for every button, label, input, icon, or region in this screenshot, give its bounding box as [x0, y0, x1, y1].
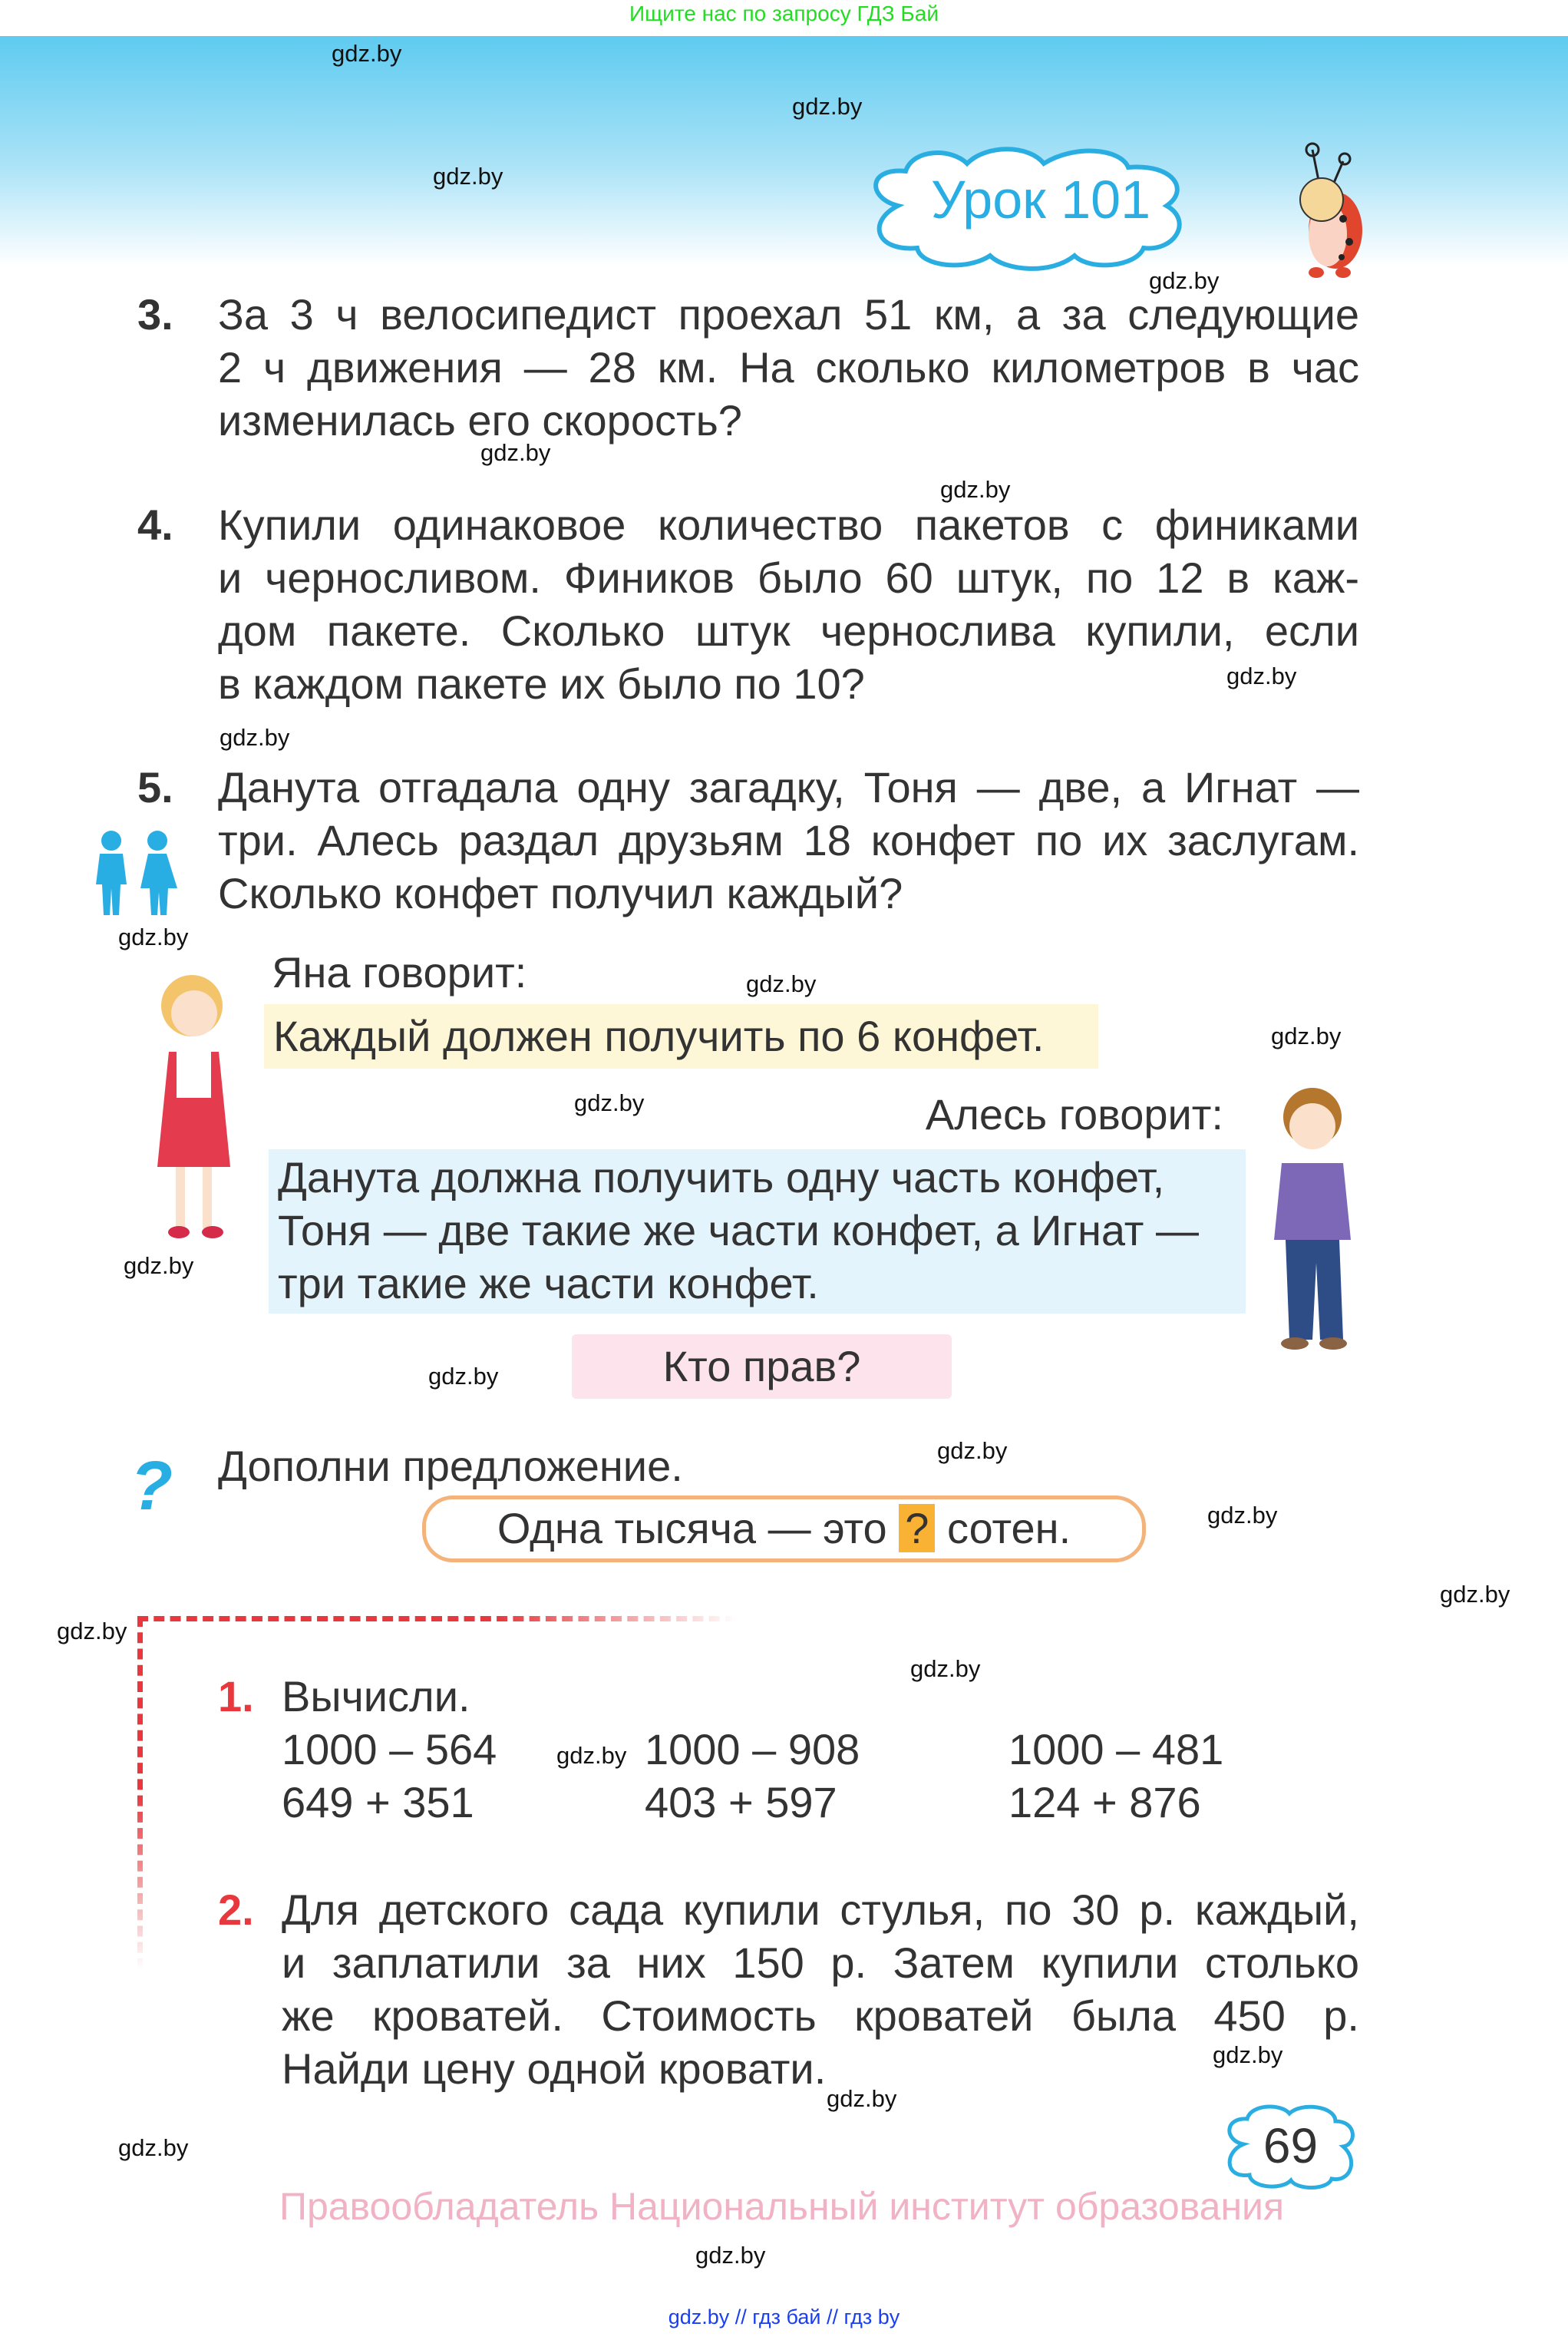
- task-number: 3.: [137, 290, 173, 339]
- text-line: же кроватей. Стоимость кроватей была 450 р.: [282, 1991, 1359, 2040]
- watermark: gdz.by: [433, 163, 503, 190]
- watermark: gdz.by: [124, 1252, 194, 1279]
- ales-line: Данута должна получить одну часть конфет,: [278, 1153, 1165, 1201]
- watermark: gdz.by: [480, 439, 551, 466]
- watermark: gdz.by: [940, 476, 1011, 503]
- watermark: gdz.by: [118, 2134, 189, 2161]
- question-icon: ?: [130, 1448, 173, 1525]
- pair-work-icon: [88, 829, 184, 917]
- watermark: gdz.by: [428, 1363, 499, 1390]
- watermark: gdz.by: [746, 970, 817, 997]
- text-line: Данута отгадала одну загадку, Тоня — две, а Игнат —: [218, 763, 1359, 811]
- hw-task-2-number: 2.: [218, 1886, 254, 1934]
- task-text: [218, 498, 1359, 710]
- watermark: gdz.by: [1213, 2041, 1283, 2068]
- hw-task-2-text: [282, 1883, 1359, 2095]
- footer-links[interactable]: gdz.by // гдз бай // гдз by: [668, 2305, 900, 2328]
- watermark: gdz.by: [1207, 1502, 1278, 1529]
- task-number: 5.: [137, 763, 173, 811]
- text-line: За 3 ч велосипедист проехал 51 км, а за следующие: [218, 290, 1359, 339]
- girl-illustration: [142, 967, 249, 1248]
- watermark: gdz.by: [937, 1437, 1008, 1464]
- calc-expr: 649 + 351: [282, 1778, 474, 1826]
- text-line: дом пакете. Сколько штук чернослива купили, если: [218, 606, 1359, 655]
- text-line: Найди цену одной кровати.: [282, 2044, 827, 2093]
- text-line: и заплатили за них 150 р. Затем купили столько: [282, 1938, 1359, 1987]
- calc-expr: 1000 – 908: [645, 1725, 860, 1773]
- watermark: gdz.by: [1149, 267, 1220, 294]
- complete-sentence: [422, 1496, 1146, 1562]
- ales-line: три такие же части конфет.: [278, 1259, 819, 1307]
- lesson-title: Урок 101: [930, 170, 1151, 230]
- blank-box[interactable]: ?: [899, 1504, 935, 1552]
- boy-illustration: [1255, 1079, 1362, 1355]
- ales-label: Алесь говорит:: [925, 1090, 1223, 1139]
- search-banner[interactable]: Ищите нас по запросу ГДЗ Бай: [629, 2, 939, 25]
- text-line: и черносливом. Фиников было 60 штук, по 12 в каж-: [218, 554, 1359, 602]
- yana-label: Яна говорит:: [272, 948, 527, 996]
- watermark: gdz.by: [118, 924, 189, 950]
- watermark: gdz.by: [332, 40, 402, 67]
- watermark: gdz.by: [556, 1742, 627, 1769]
- sentence-end: сотен.: [946, 1504, 1071, 1552]
- watermark: gdz.by: [827, 2085, 897, 2112]
- who-is-right: Кто прав?: [572, 1334, 952, 1399]
- calc-expr: 1000 – 481: [1008, 1725, 1224, 1773]
- complete-title: Дополни предложение.: [218, 1442, 683, 1490]
- task-text: [218, 288, 1359, 447]
- calc-col: [645, 1723, 860, 1829]
- ales-line: Тоня — две такие же части конфет, а Игнат —: [278, 1206, 1200, 1254]
- hw-task-1-number: 1.: [218, 1672, 254, 1720]
- page-number: 69: [1263, 2118, 1319, 2173]
- watermark: gdz.by: [1226, 663, 1297, 689]
- hw-task-1-title: Вычисли.: [282, 1672, 470, 1720]
- calc-col: [1008, 1723, 1223, 1829]
- text-line: изменилась его скорость?: [218, 396, 742, 445]
- calc-expr: 1000 – 564: [282, 1725, 497, 1773]
- watermark: gdz.by: [695, 2242, 766, 2269]
- calc-col: [282, 1723, 497, 1829]
- watermark: gdz.by: [1440, 1581, 1510, 1608]
- sentence-start: Одна тысяча — это: [497, 1504, 887, 1552]
- text-line: Купили одинаковое количество пакетов с финиками: [218, 501, 1359, 549]
- watermark: gdz.by: [910, 1655, 981, 1682]
- watermark: gdz.by: [220, 724, 290, 751]
- calc-expr: 403 + 597: [645, 1778, 837, 1826]
- copyright: Правообладатель Национальный институт образования: [279, 2185, 1285, 2228]
- text-line: в каждом пакете их было по 10?: [218, 659, 865, 708]
- task-text: [218, 761, 1359, 920]
- task-number: 4.: [137, 501, 173, 549]
- text-line: 2 ч движения — 28 км. На сколько километров в час: [218, 343, 1359, 392]
- calc-expr: 124 + 876: [1008, 1778, 1201, 1826]
- text-line: Сколько конфет получил каждый?: [218, 869, 903, 917]
- watermark: gdz.by: [57, 1618, 127, 1644]
- yana-speech: Каждый должен получить по 6 конфет.: [264, 1004, 1098, 1069]
- watermark: gdz.by: [1271, 1023, 1342, 1049]
- ladybug-icon: [1274, 142, 1374, 280]
- watermark: gdz.by: [574, 1089, 645, 1116]
- watermark: gdz.by: [792, 93, 863, 120]
- ales-speech: [269, 1149, 1246, 1314]
- homework-border-left: [137, 1616, 143, 1969]
- homework-border-top: [137, 1616, 736, 1621]
- text-line: Для детского сада купили стулья, по 30 р. каждый,: [282, 1886, 1359, 1934]
- text-line: три. Алесь раздал друзьям 18 конфет по их заслугам.: [218, 816, 1359, 864]
